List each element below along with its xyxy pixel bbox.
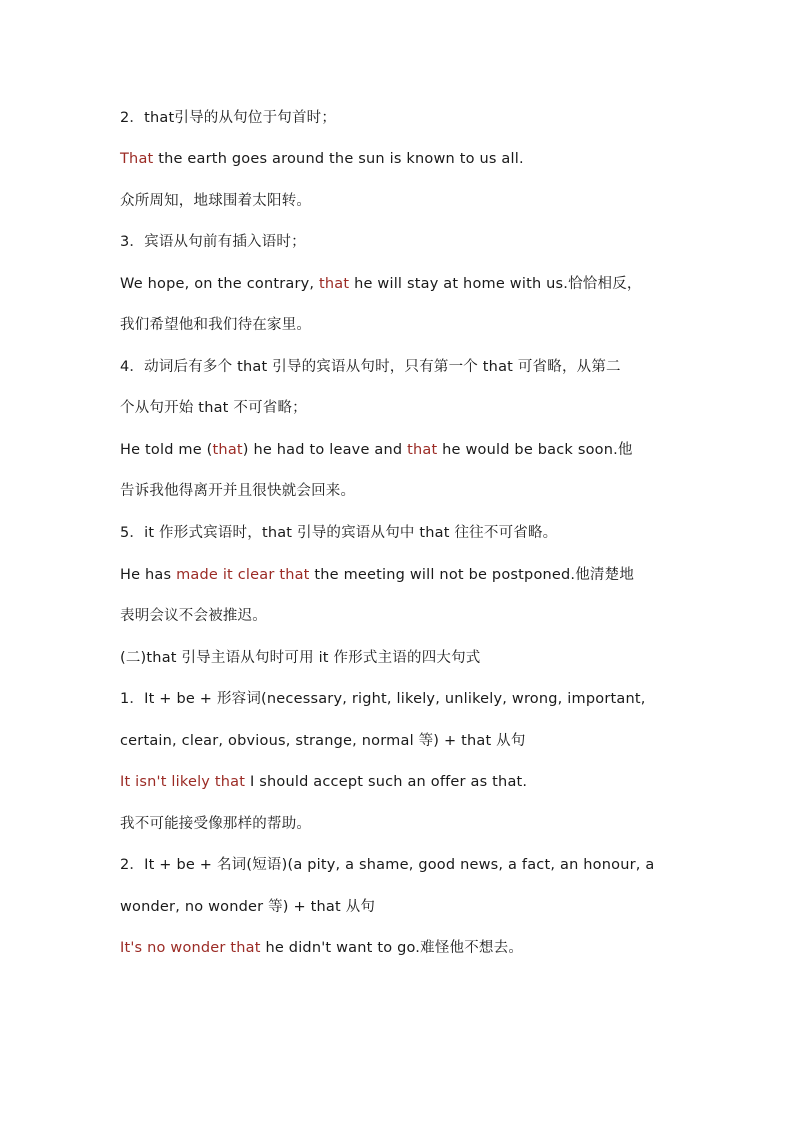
- text-line-4: [120, 232, 306, 252]
- body-text: 2．It + be + 名词(短语)(a pity, a shame, good news, a fact, an honour, a: [120, 857, 655, 873]
- body-text: the earth goes around the sun is known to us all.: [153, 151, 524, 167]
- text-line-16: [120, 731, 526, 751]
- text-line-5: [120, 274, 642, 294]
- body-text: he didn't want to go.难怪他不想去。: [260, 940, 524, 956]
- body-text: 3．宾语从句前有插入语时；: [120, 234, 306, 250]
- highlight-text: that: [407, 442, 438, 458]
- highlight-text: It isn't likely that: [120, 774, 246, 790]
- body-text: 个从句开始 that 不可省略；: [120, 400, 307, 416]
- body-text: 我们希望他和我们待在家里。: [120, 317, 312, 333]
- highlight-text: It's no wonder that: [120, 940, 261, 956]
- text-line-13: [120, 606, 267, 626]
- text-line-15: [120, 689, 646, 709]
- body-text: he will stay at home with us.恰恰相反，: [349, 276, 642, 292]
- body-text: He told me (: [120, 442, 213, 458]
- body-text: 我不可能接受像那样的帮助。: [120, 816, 312, 832]
- body-text: I should accept such an offer as that.: [245, 774, 528, 790]
- highlight-text: made it clear that: [176, 567, 310, 583]
- body-text: certain, clear, obvious, strange, normal 等) + that 从句: [120, 733, 526, 749]
- body-text: wonder, no wonder 等) + that 从句: [120, 899, 376, 915]
- text-line-3: [120, 191, 311, 211]
- highlight-text: that: [319, 276, 350, 292]
- body-text: 4．动词后有多个 that 引导的宾语从句时，只有第一个 that 可省略，从第二: [120, 359, 621, 375]
- text-line-12: [120, 565, 634, 585]
- body-text: He has: [120, 567, 177, 583]
- body-text: We hope, on the contrary,: [120, 276, 320, 292]
- body-text: the meeting will not be postponed.他清楚地: [309, 567, 635, 583]
- body-text: he would be back soon.他: [437, 442, 633, 458]
- text-line-17: [120, 772, 527, 792]
- highlight-text: that: [212, 442, 243, 458]
- body-text: (二)that 引导主语从句时可用 it 作形式主语的四大句式: [120, 650, 481, 666]
- body-text: 5．it 作形式宾语时，that 引导的宾语从句中 that 往往不可省略。: [120, 525, 558, 541]
- text-line-7: [120, 357, 621, 377]
- text-line-11: [120, 523, 557, 543]
- body-text: 2．that引导的从句位于句首时；: [120, 110, 337, 126]
- text-line-8: [120, 398, 307, 418]
- text-line-2: [120, 149, 524, 169]
- text-line-10: [120, 481, 355, 501]
- body-text: 告诉我他得离开并且很快就会回来。: [120, 483, 356, 499]
- text-line-1: [120, 108, 336, 128]
- text-line-19: [120, 855, 654, 875]
- text-line-20: [120, 897, 375, 917]
- text-line-21: [120, 938, 523, 958]
- body-text: 1．It + be + 形容词(necessary, right, likely, unlikely, wrong, important,: [120, 691, 646, 707]
- body-text: 众所周知，地球围着太阳转。: [120, 193, 312, 209]
- section-heading: [120, 648, 481, 668]
- text-line-9: [120, 440, 633, 460]
- body-text: 表明会议不会被推迟。: [120, 608, 267, 624]
- highlight-text: That: [120, 151, 154, 167]
- body-text: ) he had to leave and: [242, 442, 408, 458]
- text-line-6: [120, 315, 311, 335]
- text-line-18: [120, 814, 311, 834]
